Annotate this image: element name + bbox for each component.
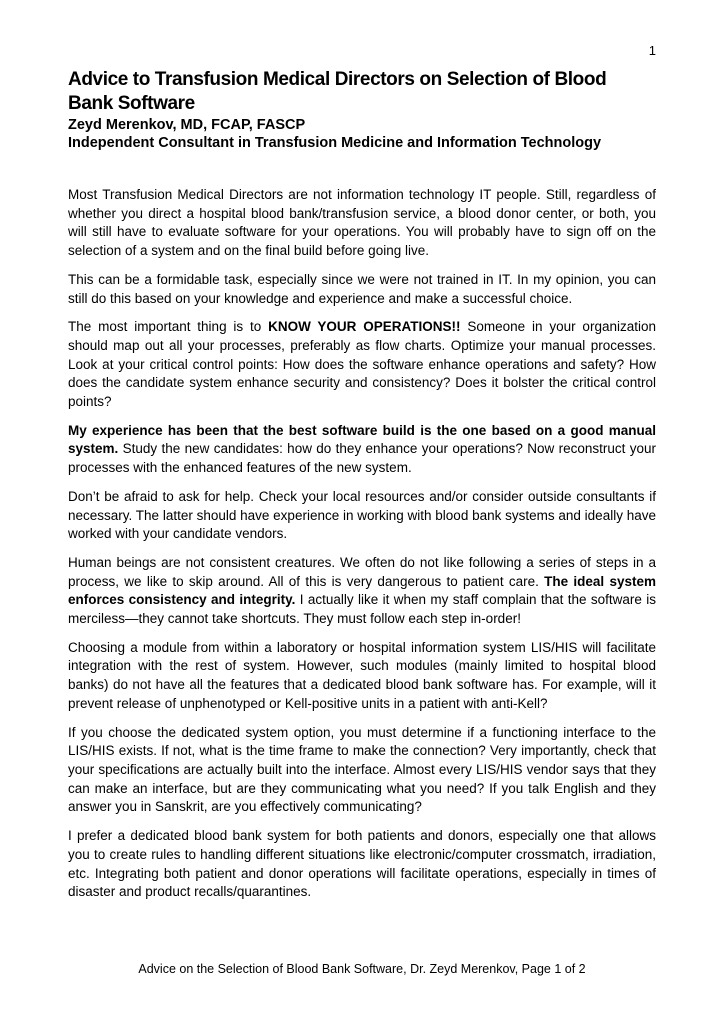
document-title-line-2: Bank Software <box>68 93 195 114</box>
paragraph <box>68 639 656 714</box>
author-name: Zeyd Merenkov, MD, FCAP, FASCP <box>68 117 306 133</box>
paragraph-run: I actually like it when my staff complain that the software is merciless—they cannot take shortcuts. They must follow each step in-order! <box>68 592 656 627</box>
paragraph-run: Don’t be afraid to ask for help. Check your local resources and/or consider outside consultants if necessary. The latter should have experience in working with blood bank systems and ideally have worked with your candidate vendors. <box>68 488 656 542</box>
paragraph-bold-run: My experience has been that the best software build is the one based on a good manual system. <box>68 422 656 457</box>
paragraph-run: The most important thing is to <box>68 319 269 335</box>
paragraph-run: Someone in your organization should map out all your processes, preferably as flow charts. Optimize your manual processes. Look at your critical control points: How does the software enhance operations and safety? How does the candidate system enhance security and consistency? Does it bolster the critical control points? <box>68 319 656 410</box>
paragraph-run: I prefer a dedicated blood bank system for both patients and donors, especially one that allows you to create rules to handling different situations like electronic/computer crossmatch, irradiation, etc. Integrating both patient and donor operations will facilitate operations, especially in times of disaster and product recalls/quarantines. <box>68 828 656 900</box>
paragraph <box>68 422 656 478</box>
page-footer: Advice on the Selection of Blood Bank Software, Dr. Zeyd Merenkov, Page 1 of 2 <box>138 962 586 976</box>
author-role: Independent Consultant in Transfusion Medicine and Information Technology <box>68 135 602 151</box>
paragraph <box>68 827 656 902</box>
paragraph-run: If you choose the dedicated system option, you must determine if a functioning interface to the LIS/HIS exists. If not, what is the time frame to make the connection? Very importantly, check that your specifications are actually built into the interface. Almost every LIS/HIS vendor says that they can make an interface, but are they communicating what you need? If you talk English and they answer you in Sanskrit, are you effectively communicating? <box>68 724 656 815</box>
document-body <box>68 186 656 902</box>
paragraph <box>68 186 656 261</box>
paragraph <box>68 271 656 308</box>
document-title-line-1: Advice to Transfusion Medical Directors on Selection of Blood <box>68 69 607 90</box>
paragraph-run: Study the new candidates: how do they enhance your operations? Now reconstruct your processes with the enhanced features of the new system. <box>68 441 656 476</box>
paragraph-bold-run: The ideal system enforces consistency and integrity. <box>68 573 656 608</box>
paragraph-bold-run: KNOW YOUR OPERATIONS!! <box>268 319 461 335</box>
paragraph-run: Choosing a module from within a laboratory or hospital information system LIS/HIS will facilitate integration with the rest of system. However, such modules (mainly limited to hospital blood banks) do not have all the features that a dedicated blood bank software has. For example, will it prevent release of unphenotyped or Kell-positive units in a patient with anti-Kell? <box>68 639 656 711</box>
paragraph <box>68 554 656 629</box>
paragraph <box>68 488 656 544</box>
document-title <box>68 68 656 116</box>
paragraph-run: This can be a formidable task, especially since we were not trained in IT. In my opinion, you can still do this based on your knowledge and experience and make a successful choice. <box>68 271 656 306</box>
paragraph-run: Human beings are not consistent creatures. We often do not like following a series of steps in a process, we like to skip around. All of this is very dangerous to patient care. <box>68 554 656 589</box>
paragraph <box>68 724 656 818</box>
page-number: 1 <box>648 43 656 58</box>
paragraph-run: Most Transfusion Medical Directors are not information technology IT people. Still, regardless of whether you direct a hospital blood bank/transfusion service, a blood donor center, or both, you will still have to evaluate software for your operations. You will probably have to sign off on the selection of a system and on the final build before going live. <box>68 187 656 259</box>
paragraph <box>68 318 656 412</box>
page-content <box>68 0 656 912</box>
